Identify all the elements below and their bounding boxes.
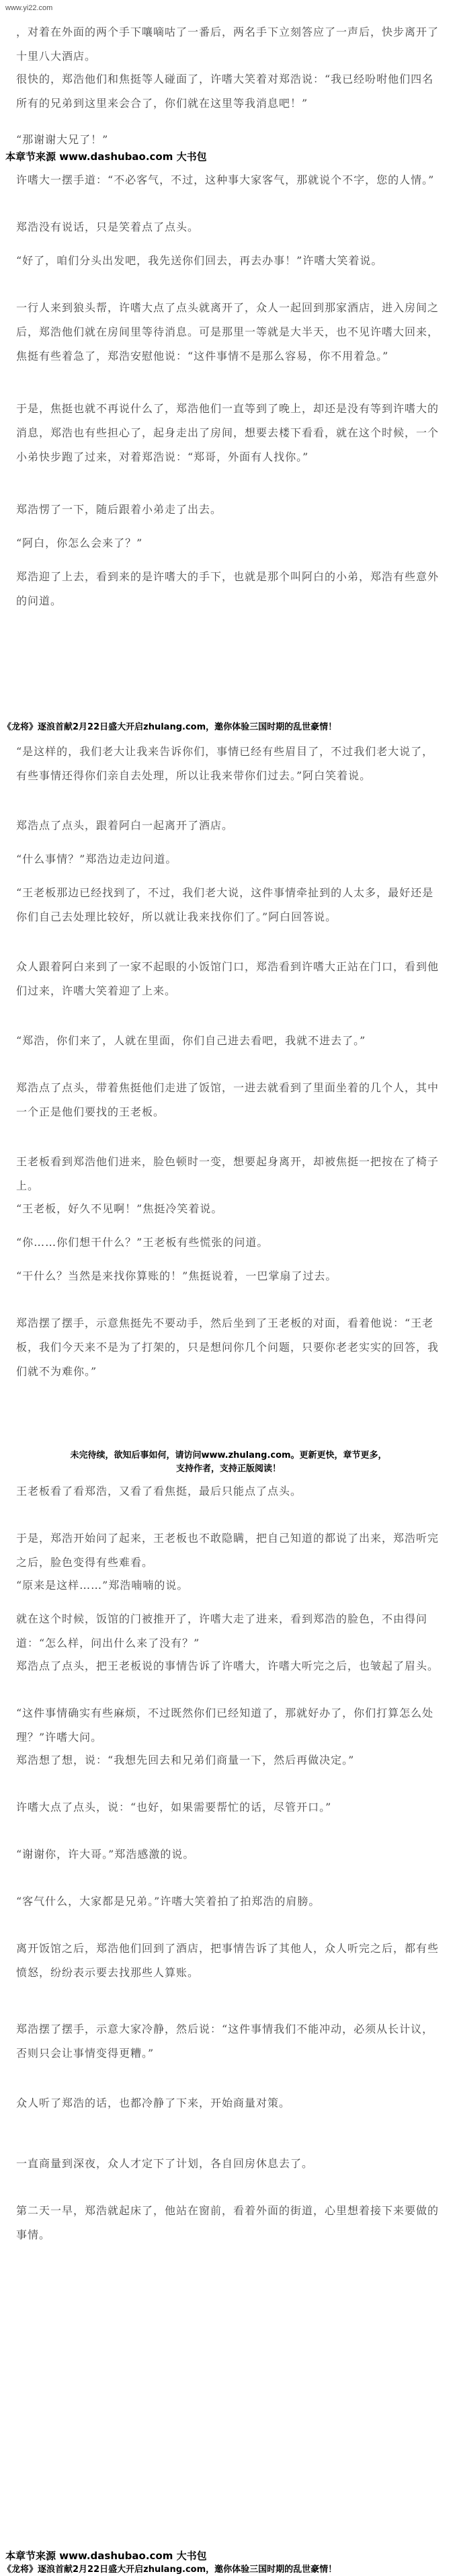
source-banner[interactable]: 本章节来源 www.dashubao.com 大书包	[5, 151, 207, 163]
paragraph: “谢谢你，许大哥。”郑浩感激的说。	[16, 1848, 195, 1861]
paragraph: “那谢谢大兄了！”	[16, 133, 109, 146]
paragraph: 郑浩想了想，说：“我想先回去和兄弟们商量一下，然后再做决定。”	[16, 1754, 355, 1766]
paragraph: 许嗜大一摆手道：“不必客气，不过，这种事大家客气，那就说个不字，您的人情。”	[16, 173, 435, 186]
paragraph: “客气什么，大家都是兄弟。”许嗜大笑着拍了拍郑浩的肩膀。	[16, 1895, 321, 1908]
paragraph: “原来是这样……”郑浩喃喃的说。	[16, 1579, 189, 1592]
paragraph: “好了，咱们分头出发吧，我先送你们回去，再去办事！”许嗜大笑着说。	[16, 254, 383, 267]
paragraph: 于是，郑浩开始问了起来，王老板也不敢隐瞒，把自己知道的都说了出来，郑浩听完之后，脸色变得有些难看。	[16, 1532, 440, 1569]
paragraph: 郑浩摆了摆手，示意焦挺先不要动手，然后坐到了王老板的对面，看着他说：“王老板，我们今天来不是为了打架的，只是想问你几个问题，只要你老老实实的回答，我们就不为难你。”	[16, 1317, 440, 1378]
paragraph: 郑浩愣了一下，随后跟着小弟走了出去。	[16, 503, 222, 516]
paragraph: “什么事情？”郑浩边走边问道。	[16, 853, 177, 865]
paragraph: “王老板那边已经找到了，不过，我们老大说，这件事情牵扯到的人太多，最好还是你们自己去处理比较好，所以就让我来找你们了。”阿白回答说。	[16, 886, 434, 923]
paragraph: “王老板，好久不见啊！”焦挺冷笑着说。	[16, 1202, 223, 1215]
ad-banner[interactable]: 《龙将》逐浪首献2月22日盛大开启zhulang.com，邀你体验三国时期的乱世豪情！	[3, 722, 337, 732]
paragraph: 郑浩点了点头，跟着阿白一起离开了酒店。	[16, 819, 234, 832]
paragraph: 郑浩摆了摆手，示意大家冷静，然后说：“这件事情我们不能冲动，必须从长计议，否则只会让事情变得更糟。”	[16, 2023, 434, 2060]
paragraph: “你……你们想干什么？”王老板有些慌张的问道。	[16, 1236, 269, 1249]
paragraph: 郑浩点了点头，带着焦挺他们走进了饭馆，一进去就看到了里面坐着的几个人，其中一个正是他们要找的王老板。	[16, 1081, 440, 1118]
paragraph: 一直商量到深夜，众人才定下了计划，各自回房休息去了。	[16, 2157, 314, 2170]
paragraph: 于是，焦挺也就不再说什么了，郑浩他们一直等到了晚上，却还是没有等到许嗜大的消息，郑浩也有些担心了，起身走出了房间，想要去楼下看看，就在这个时候，一个小弟快步跑了过来，对着郑浩说：“郑哥，外面有人找你。”	[16, 402, 440, 463]
paragraph: 很快的，郑浩他们和焦挺等人碰面了，许嗜大笑着对郑浩说：“我已经吩咐他们四名所有的兄弟到这里来会合了，你们就在这里等我消息吧！”	[16, 73, 434, 110]
site-url: www.yi22.com	[5, 4, 53, 12]
update-notice[interactable]	[0, 1449, 457, 1476]
source-banner-bottom[interactable]: 本章节来源 www.dashubao.com 大书包	[5, 2550, 207, 2562]
paragraph: “郑浩，你们来了，人就在里面，你们自己进去看吧，我就不进去了。”	[16, 1034, 366, 1047]
update-notice-line2: 支持作者，支持正版阅读！	[175, 1464, 281, 1474]
paragraph: 就在这个时候，饭馆的门被推开了，许嗜大走了进来，看到郑浩的脸色，不由得问道：“怎么样，问出什么来了没有？”	[16, 1612, 428, 1649]
paragraph: 一行人来到狼头帮，许嗜大点了点头就离开了，众人一起回到那家酒店，进入房间之后，郑浩他们就在房间里等待消息。可是那里一等就是大半天，也不见许嗜大回来，焦挺有些着急了，郑浩安慰他说：“这件事情不是那么容易，你不用着急。”	[16, 301, 440, 362]
paragraph: ，对着在外面的两个手下嚷嘀咕了一番后，两名手下立刻答应了一声后，快步离开了十里八大酒店。	[16, 26, 440, 63]
update-notice-line1: 未完待续，欲知后事如何，请访问www.zhulang.com。更新更快，章节更多，	[70, 1450, 387, 1460]
paragraph: 许嗜大点了点头，说：“也好，如果需要帮忙的话，尽管开口。”	[16, 1801, 332, 1813]
paragraph: “是这样的，我们老大让我来告诉你们，事情已经有些眉目了，不过我们老大说了，有些事情还得你们亲自去处理，所以让我来带你们过去。”阿白笑着说。	[16, 745, 434, 782]
paragraph: 郑浩没有说话，只是笑着点了点头。	[16, 221, 200, 233]
paragraph: “干什么？当然是来找你算账的！”焦挺说着，一巴掌扇了过去。	[16, 1270, 337, 1282]
ad-banner-bottom[interactable]: 《龙将》逐浪首献2月22日盛大开启zhulang.com，邀你体验三国时期的乱世豪情！	[3, 2565, 337, 2575]
paragraph: 郑浩迎了上去，看到来的是许嗜大的手下，也就是那个叫阿白的小弟，郑浩有些意外的问道。	[16, 570, 440, 607]
paragraph: 王老板看到郑浩他们进来，脸色顿时一变，想要起身离开，却被焦挺一把按在了椅子上。	[16, 1155, 440, 1192]
paragraph: 众人听了郑浩的话，也都冷静了下来，开始商量对策。	[16, 2097, 291, 2109]
paragraph: 郑浩点了点头，把王老板说的事情告诉了许嗜大，许嗜大听完之后，也皱起了眉头。	[16, 1660, 440, 1672]
paragraph: 离开饭馆之后，郑浩他们回到了酒店，把事情告诉了其他人，众人听完之后，都有些愤怒，纷纷表示要去找那些人算账。	[16, 1942, 440, 1979]
paragraph: “这件事情确实有些麻烦，不过既然你们已经知道了，那就好办了，你们打算怎么处理？”许嗜大问。	[16, 1707, 434, 1744]
paragraph: 王老板看了看郑浩，又看了看焦挺，最后只能点了点头。	[16, 1485, 302, 1497]
paragraph: 众人跟着阿白来到了一家不起眼的小饭馆门口，郑浩看到许嗜大正站在门口，看到他们过来，许嗜大笑着迎了上来。	[16, 960, 440, 997]
paragraph: 第二天一早，郑浩就起床了，他站在窗前，看着外面的街道，心里想着接下来要做的事情。	[16, 2204, 440, 2241]
paragraph: “阿白，你怎么会来了？”	[16, 537, 143, 549]
